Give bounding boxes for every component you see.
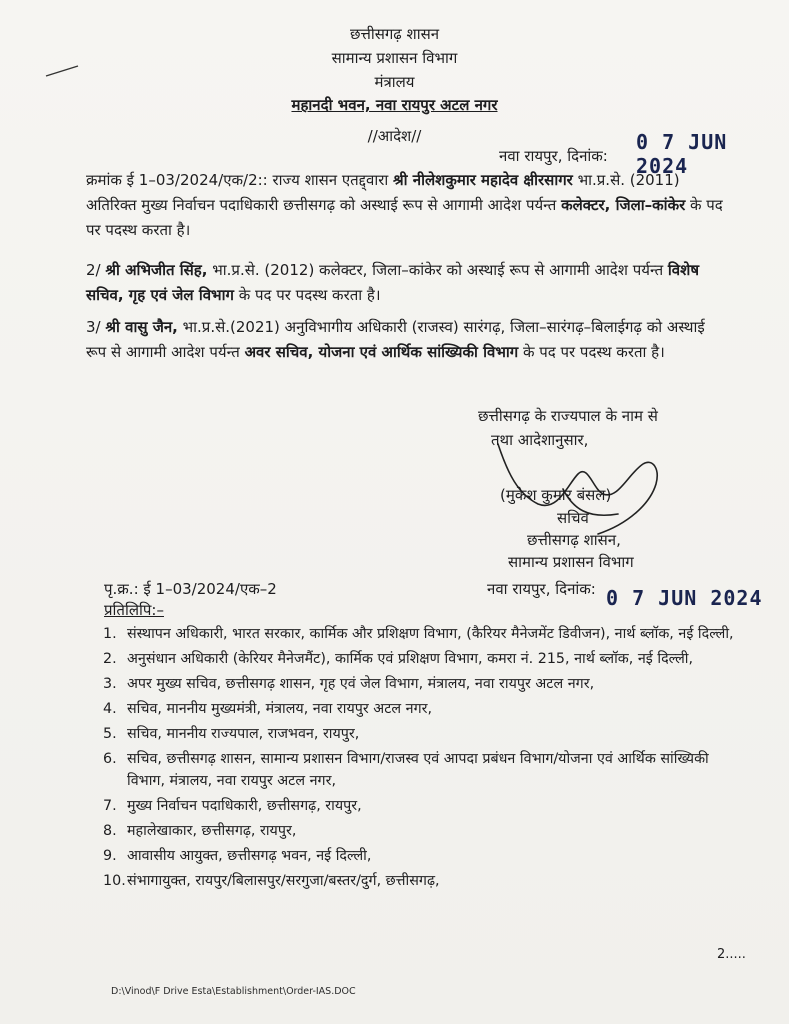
list-item-text: मुख्य निर्वाचन पदाधिकारी, छत्तीसगढ़, रायपुर,: [127, 798, 362, 814]
signature-line-1: छत्तीसगढ़ के राज्यपाल के नाम से: [478, 407, 658, 425]
order-paragraph-1: क्रमांक ई 1–03/2024/एक/2:: राज्य शासन एतद्द्वारा श्री नीलेशकुमार महादेव क्षीरसागर भा.प्र.से. (2011) अतिरिक्त मुख्य निर्वाचन पदाधिकारी छत्तीसगढ़ को अस्थाई रूप से आगामी आदेश पर्यन्त कलेक्टर, जिला–कांकेर के पद पर पदस्थ करता है।: [86, 171, 723, 239]
list-item-number: 8.: [103, 823, 117, 839]
copy-list: [103, 623, 743, 895]
list-item-text: आवासीय आयुक्त, छत्तीसगढ़ भवन, नई दिल्ली,: [127, 848, 372, 864]
signatory-name: (मुकेश कुमार बंसल): [500, 486, 612, 504]
list-item-text: संभागायुक्त, रायपुर/बिलासपुर/सरगुजा/बस्तर/दुर्ग, छत्तीसगढ़,: [127, 873, 440, 889]
list-item: [103, 795, 743, 817]
signatory-government: छत्तीसगढ़ शासन,: [527, 531, 621, 549]
dateline-place: नवा रायपुर, दिनांक:: [499, 147, 608, 165]
list-item-text: सचिव, छत्तीसगढ़ शासन, सामान्य प्रशासन विभाग/राजस्व एवं आपदा प्रबंधन विभाग/योजना एवं आर्थिक सांख्यिकी विभाग, मंत्रालय, नवा रायपुर अटल नगर,: [127, 751, 709, 789]
list-item: [103, 698, 743, 720]
signatory-department: सामान्य प्रशासन विभाग: [508, 553, 634, 571]
list-item-text: संस्थापन अधिकारी, भारत सरकार, कार्मिक और प्रशिक्षण विभाग, (कैरियर मैनेजमेंट डिवीजन), नार्थ ब्लॉक, नई दिल्ली,: [127, 626, 734, 642]
list-item-text: सचिव, माननीय मुख्यमंत्री, मंत्रालय, नवा रायपुर अटल नगर,: [127, 701, 433, 717]
list-item: [103, 723, 743, 745]
list-item-number: 1.: [103, 626, 117, 642]
order-title: //आदेश//: [367, 127, 422, 145]
header-ministry: मंत्रालय: [374, 73, 415, 91]
list-item-text: अपर मुख्य सचिव, छत्तीसगढ़ शासन, गृह एवं जेल विभाग, मंत्रालय, नवा रायपुर अटल नगर,: [127, 676, 595, 692]
list-item: [103, 648, 743, 670]
list-item: [103, 748, 743, 792]
list-item: [103, 845, 743, 867]
header-address: महानदी भवन, नवा रायपुर अटल नगर: [291, 96, 498, 114]
header-government: छत्तीसगढ़ शासन: [349, 25, 440, 43]
list-item: [103, 673, 743, 695]
page-number: 2.....: [717, 947, 746, 962]
list-item-number: 5.: [103, 726, 117, 742]
signature-line-2: तथा आदेशानुसार,: [491, 431, 589, 449]
list-item-number: 6.: [103, 751, 117, 767]
endorsement-number: पृ.क्र.: ई 1–03/2024/एक–2: [104, 580, 277, 598]
order-paragraph-2: 2/ श्री अभिजीत सिंह, भा.प्र.से. (2012) कलेक्टर, जिला–कांकेर को अस्थाई रूप से आगामी आदेश पर्यन्त विशेष सचिव, गृह एवं जेल विभाग के पद पर पदस्थ करता है।: [86, 261, 699, 304]
list-item-text: अनुसंधान अधिकारी (केरियर मैनेजमैंट), कार्मिक एवं प्रशिक्षण विभाग, कमरा नं. 215, नार्थ ब्लॉक, नई दिल्ली,: [127, 651, 694, 667]
file-path-footer: D:\Vinod\F Drive Esta\Establishment\Order-IAS.DOC: [111, 986, 356, 997]
copy-to-title: प्रतिलिपि:–: [104, 601, 164, 619]
list-item-text: महालेखाकार, छत्तीसगढ़, रायपुर,: [127, 823, 297, 839]
header-department: सामान्य प्रशासन विभाग: [331, 49, 458, 67]
list-item-number: 2.: [103, 651, 117, 667]
order-paragraph-3: 3/ श्री वासु जैन, भा.प्र.से.(2021) अनुविभागीय अधिकारी (राजस्व) सारंगढ़, जिला–सारंगढ़–बिलाईगढ़ को अस्थाई रूप से आगामी आदेश पर्यन्त अवर सचिव, योजना एवं आर्थिक सांख्यिकी विभाग के पद पर पदस्थ करता है।: [86, 318, 705, 361]
signatory-designation: सचिव: [557, 509, 589, 527]
list-item: [103, 870, 743, 892]
list-item-number: 10.: [103, 873, 126, 889]
endorsement-date-stamp: 0 7 JUN 2024: [606, 586, 763, 610]
list-item-number: 3.: [103, 676, 117, 692]
endorsement-place: नवा रायपुर, दिनांक:: [487, 580, 596, 598]
list-item-number: 4.: [103, 701, 117, 717]
list-item: [103, 820, 743, 842]
list-item-number: 7.: [103, 798, 117, 814]
date-stamp: 0 7 JUN 2024: [636, 130, 728, 178]
list-item: [103, 623, 743, 645]
list-item-text: सचिव, माननीय राज्यपाल, राजभवन, रायपुर,: [127, 726, 360, 742]
list-item-number: 9.: [103, 848, 117, 864]
